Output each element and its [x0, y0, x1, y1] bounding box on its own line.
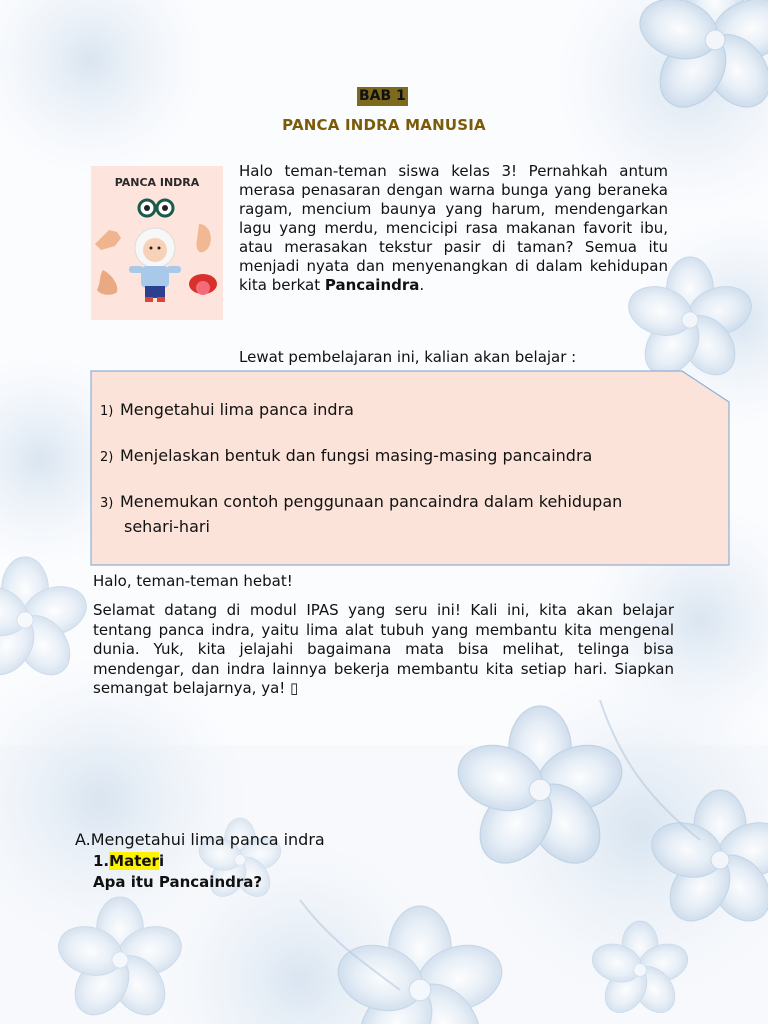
- intro-bold-word: Pancaindra: [324, 276, 420, 294]
- question-heading: Apa itu Pancaindra?: [93, 873, 263, 891]
- objective-item: 3) Menemukan contoh penggunaan pancaindra dalam kehidupan sehari-hari: [100, 492, 623, 536]
- objectives-lead: Lewat pembelajaran ini, kalian akan belajar :: [239, 348, 577, 366]
- page-title: PANCA INDRA MANUSIA: [282, 116, 486, 134]
- intro-paragraph: Halo teman-teman siswa kelas 3! Pernahkah antum merasa penasaran dengan warna bunga yang beraneka ragam, mencium baunya yang harum, mendengarkan lagu yang merdu, mencicipi rasa makanan favorit ibu, atau merasakan tekstur pasir di taman? Semua itu menjadi nyata dan menyenangkan di dalam kehidupan kita berkat Pancaindra.: [239, 162, 668, 294]
- objective-item: 1) Mengetahui lima panca indra: [100, 400, 354, 419]
- greeting-text: Halo, teman-teman hebat!: [93, 572, 293, 590]
- illustration-label: PANCA INDRA: [114, 176, 200, 189]
- highlighted-text: Mater: [109, 852, 159, 870]
- welcome-paragraph: Selamat datang di modul IPAS yang seru ini! Kali ini, kita akan belajar tentang panca indra, yaitu lima alat tubuh yang membantu kita mengenal dunia. Yuk, kita jelajahi bagaimana mata bisa melihat, telinga bisa mendengar, dan indra lainnya bekerja membantu kita setiap hari. Siapkan semangat belajarnya, ya! ▯: [93, 601, 674, 697]
- objective-item: 2) Menjelaskan bentuk dan fungsi masing-masing pancaindra: [100, 446, 593, 465]
- chapter-label: BAB 1: [359, 88, 406, 104]
- subsection-heading: 1.Materi: [93, 852, 165, 870]
- section-heading: A.Mengetahui lima panca indra: [75, 830, 325, 849]
- panca-indra-illustration: [91, 166, 223, 320]
